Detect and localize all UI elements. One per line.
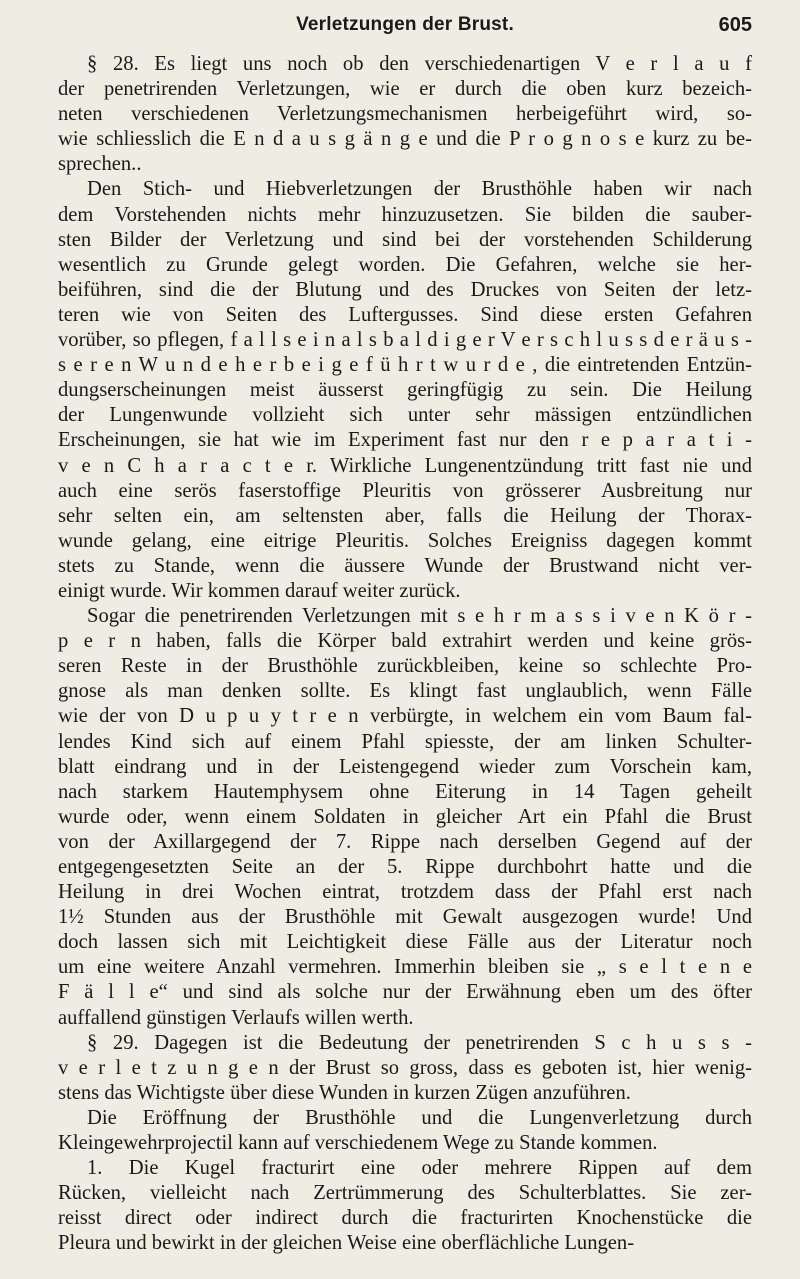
- text-line: einigt wurde. Wir kommen darauf weiter zurück.: [58, 579, 461, 602]
- paragraph-p-eroeffnung: [58, 1106, 752, 1156]
- text-line: Sogar die penetrirenden Verletzungen mit s e h r m a s s i v e n K ö r -: [87, 605, 752, 628]
- text-line: stens das Wichtigste über diese Wunden in kurzen Zügen anzuführen.: [58, 1081, 631, 1104]
- text-line: wurde oder, wenn einem Soldaten in gleicher Art ein Pfahl die Brust: [58, 805, 752, 828]
- text-line: wie der von D u p u y t r e n verbürgte, in welchem ein vom Baum fal-: [58, 705, 752, 728]
- text-line: vorüber, so pflegen, f a l l s e i n a l s b a l d i g e r V e r s c h l u s s d e r ä u s -: [58, 329, 752, 352]
- text-line: Rücken, vielleicht nach Zertrümmerung des Schulterblattes. Sie zer-: [58, 1182, 752, 1205]
- text-line: Die Eröffnung der Brusthöhle und die Lungenverletzung durch: [87, 1106, 752, 1129]
- text-line: F ä l l e“ und sind als solche nur der Erwähnung eben um des öfter: [58, 981, 752, 1004]
- text-line: neten verschiedenen Verletzungsmechanismen herbeigeführt wird, so-: [58, 103, 752, 126]
- text-line: v e r l e t z u n g e n der Brust so gross, dass es geboten ist, hier wenig-: [58, 1056, 752, 1079]
- text-line: sprechen..: [58, 153, 142, 176]
- text-line: wunde gelang, eine eitrige Pleuritis. Solches Ereigniss dagegen kommt: [58, 529, 752, 552]
- text-line: Den Stich- und Hiebverletzungen der Brusthöhle haben wir nach: [87, 178, 752, 201]
- text-line: um eine weitere Anzahl vermehren. Immerhin bleiben sie „ s e l t e n e: [58, 956, 752, 979]
- text-line: p e r n haben, falls die Körper bald extrahirt werden und keine grös-: [58, 630, 752, 653]
- text-line: entgegengesetzten Seite an der 5. Rippe durchbohrt hatte und die: [58, 856, 752, 878]
- text-line: 1. Die Kugel fracturirt eine oder mehrere Rippen auf dem: [87, 1157, 752, 1180]
- page-number: 605: [718, 14, 752, 36]
- text-line: der Lungenwunde vollzieht sich unter sehr mässigen entzündlichen: [58, 404, 752, 427]
- text-line: auch eine serös faserstoffige Pleuritis von grösserer Ausbreitung nur: [58, 479, 752, 502]
- paragraph-p28: [58, 52, 752, 177]
- text-line: doch lassen sich mit Leichtigkeit diese Fälle aus der Literatur noch: [58, 931, 752, 954]
- text-line: wie schliesslich die E n d a u s g ä n g e und die P r o g n o s e kurz zu be-: [58, 128, 752, 151]
- text-line: lendes Kind sich auf einem Pfahl spiesste, der am linken Schulter-: [58, 730, 752, 753]
- text-line: § 28. Es liegt uns noch ob den verschiedenartigen V e r l a u f: [87, 53, 752, 75]
- text-line: gnose als man denken sollte. Es klingt fast unglaublich, wenn Fälle: [58, 680, 752, 703]
- paragraph-p-massiv: [58, 604, 752, 1031]
- text-line: auffallend günstigen Verlaufs willen werth.: [58, 1006, 414, 1029]
- text-line: sten Bilder der Verletzung und sind bei der vorstehenden Schilderung: [58, 228, 752, 251]
- text-line: stets zu Stande, wenn die äussere Wunde der Brustwand nicht ver-: [58, 554, 752, 577]
- text-line: Pleura und bewirkt in der gleichen Weise eine oberflächliche Lungen-: [58, 1232, 635, 1255]
- paragraph-p-1: [58, 1156, 752, 1256]
- running-header: [58, 0, 752, 50]
- text-line: 1½ Stunden aus der Brusthöhle mit Gewalt ausgezogen wurde! Und: [58, 906, 752, 929]
- text-line: § 29. Dagegen ist die Bedeutung der penetrirenden S c h u s s -: [87, 1031, 752, 1054]
- text-line: s e r e n W u n d e h e r b e i g e f ü h r t w u r d e , die eintretenden Entzün-: [58, 354, 752, 377]
- text-line: Kleingewehrprojectil kann auf verschiedenem Wege zu Stande kommen.: [58, 1132, 658, 1155]
- paragraph-p29: [58, 1031, 752, 1106]
- paragraph-p-stich: [58, 177, 752, 604]
- text-line: blatt eindrang und in der Leistengegend wieder zum Vorschein kam,: [58, 755, 752, 778]
- text-line: Heilung in drei Wochen eintrat, trotzdem dass der Pfahl erst nach: [58, 881, 752, 904]
- text-line: dungserscheinungen meist äusserst geringfügig zu sein. Die Heilung: [58, 379, 752, 402]
- text-line: reisst direct oder indirect durch die fracturirten Knochenstücke die: [58, 1207, 752, 1230]
- header-title: Verletzungen der Brust.: [296, 14, 514, 35]
- text-line: Erscheinungen, sie hat wie im Experiment fast nur den r e p a r a t i -: [58, 429, 752, 452]
- text-line: von der Axillargegend der 7. Rippe nach derselben Gegend auf der: [58, 830, 752, 853]
- text-line: v e n C h a r a c t e r. Wirkliche Lungenentzündung tritt fast nie und: [58, 454, 752, 477]
- text-line: seren Reste in der Brusthöhle zurückbleiben, keine so schlechte Pro-: [58, 655, 752, 678]
- text-line: der penetrirenden Verletzungen, wie er durch die oben kurz bezeich-: [58, 78, 752, 101]
- text-line: beiführen, sind die der Blutung und des Druckes von Seiten der letz-: [58, 278, 752, 301]
- text-line: teren wie von Seiten des Luftergusses. Sind diese ersten Gefahren: [58, 303, 752, 326]
- text-line: sehr selten ein, am seltensten aber, falls die Heilung der Thorax-: [58, 504, 752, 527]
- body-text: [58, 52, 752, 1257]
- text-line: nach starkem Hautemphysem ohne Eiterung in 14 Tagen geheilt: [58, 780, 752, 803]
- text-line: wesentlich zu Grunde gelegt worden. Die Gefahren, welche sie her-: [58, 253, 752, 276]
- text-line: dem Vorstehenden nichts mehr hinzuzusetzen. Sie bilden die sauber-: [58, 203, 752, 226]
